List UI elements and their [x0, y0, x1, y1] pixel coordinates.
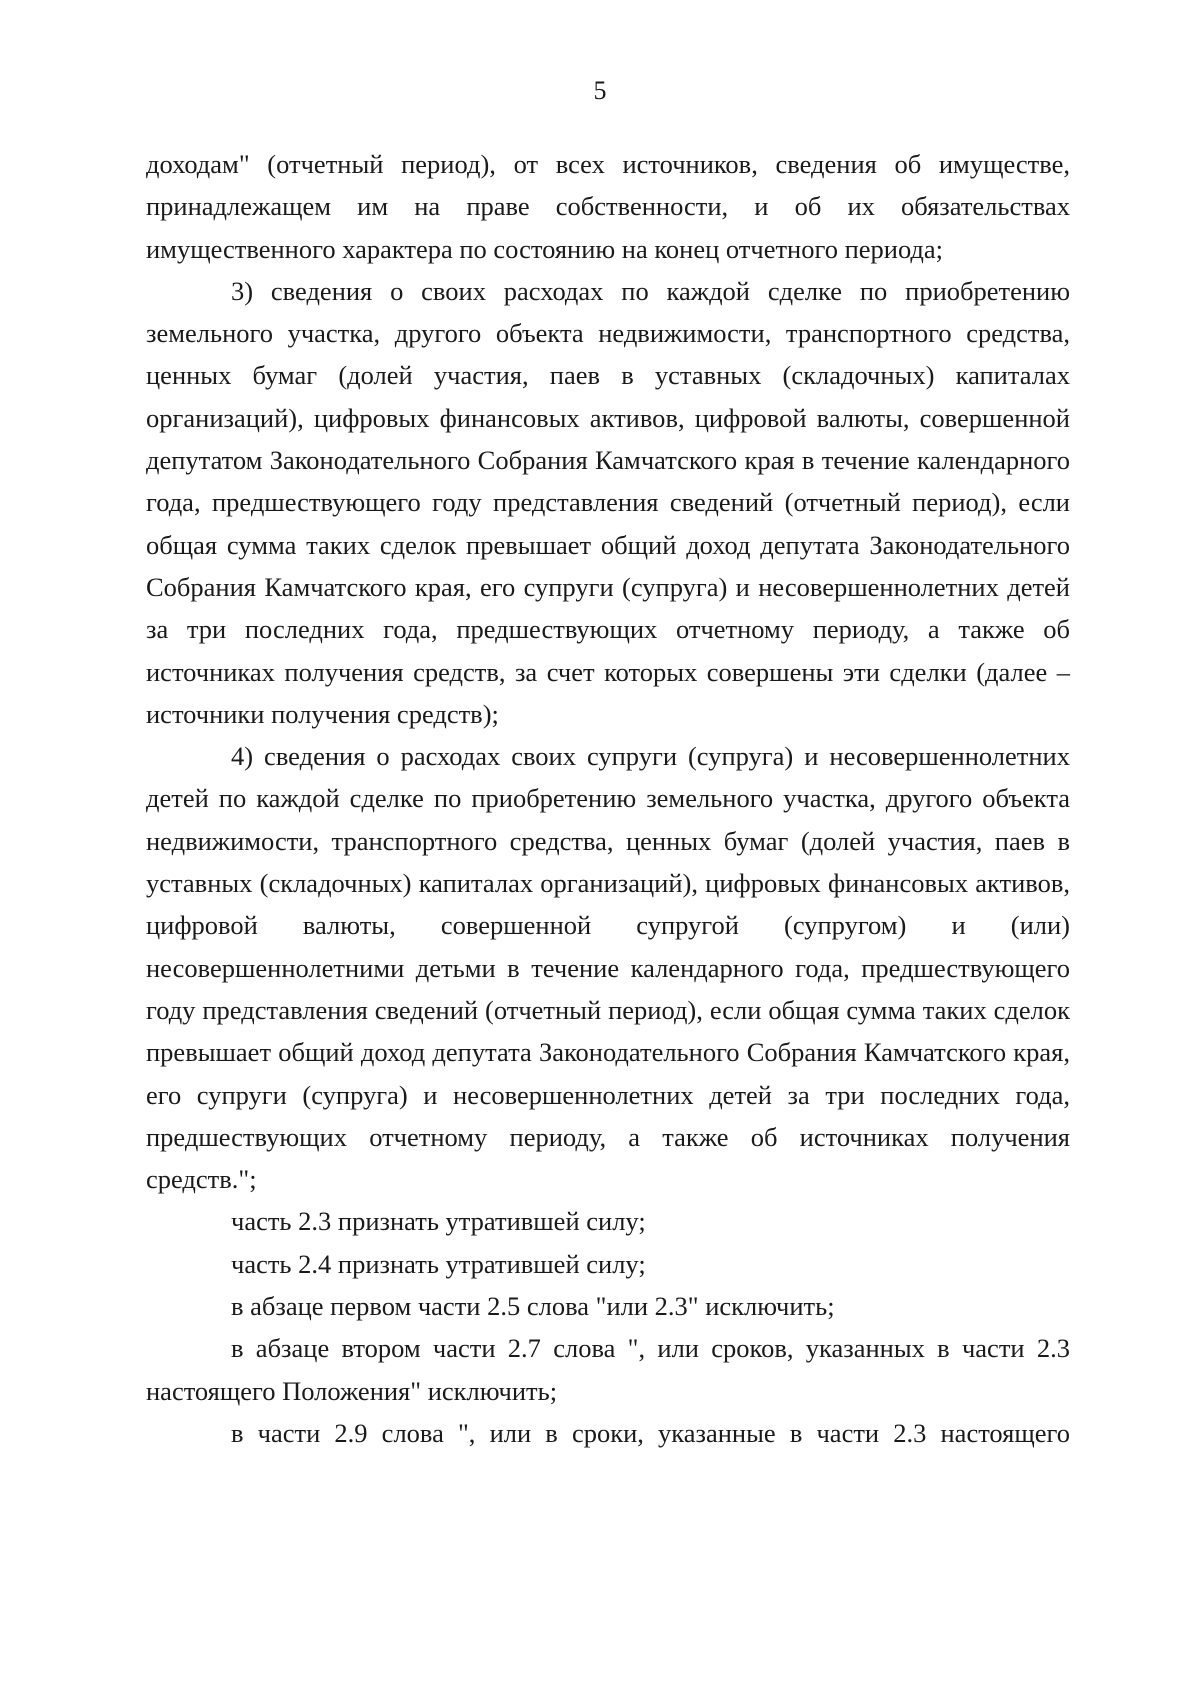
paragraph-part-2-7: в абзаце втором части 2.7 слова ", или сроков, указанных в части 2.3 настоящего Положения" исключить; [146, 1333, 1070, 1406]
page-number: 5 [593, 76, 607, 105]
paragraph-part-2-3: часть 2.3 признать утратившей силу; [231, 1206, 646, 1237]
paragraph-item-4: 4) сведения о расходах своих супруги (супруга) и несовершеннолетних детей по каждой сделке по приобретению земельного участка, другого объекта недвижимости, транспортного средства, ценных бумаг (долей участия, паев в уставных (складочных) капиталах организаций), цифровых финансовых активов, цифровой валюты, совершенной супругой (супругом) и (или) несовершеннолетними детьми в течение календарного года, предшествующего году представления сведений (отчетный период), если общая сумма таких сделок превышает общий доход депутата Законодательного Собрания Камчатского края, его супруги (супруга) и несовершеннолетних детей за три последних года, предшествующих отчетному периоду, а также об источниках получения средств."; [146, 741, 1070, 1195]
paragraph-part-2-9: в части 2.9 слова ", или в сроки, указанные в части 2.3 настоящего [231, 1417, 1070, 1448]
document-body [146, 143, 1070, 1454]
paragraph-part-2-5: в абзаце первом части 2.5 слова "или 2.3" исключить; [231, 1291, 835, 1322]
paragraph-part-2-4: часть 2.4 признать утратившей силу; [231, 1248, 646, 1279]
paragraph-item-3: 3) сведения о своих расходах по каждой сделке по приобретению земельного участка, другого объекта недвижимости, транспортного средства, ценных бумаг (долей участия, паев в уставных (складочных) капиталах организаций), цифровых финансовых активов, цифровой валюты, совершенной депутатом Законодательного Собрания Камчатского края в течение календарного года, предшествующего году представления сведений (отчетный период), если общая сумма таких сделок превышает общий доход депутата Законодательного Собрания Камчатского края, его супруги (супруга) и несовершеннолетних детей за три последних года, предшествующих отчетному периоду, а также об источниках получения средств, за счет которых совершены эти сделки (далее – источники получения средств); [146, 275, 1070, 729]
paragraph-continuation: доходам" (отчетный период), от всех источников, сведения об имуществе, принадлежащем им на праве собственности, и об их обязательствах имущественного характера по состоянию на конец отчетного периода; [146, 149, 1070, 264]
